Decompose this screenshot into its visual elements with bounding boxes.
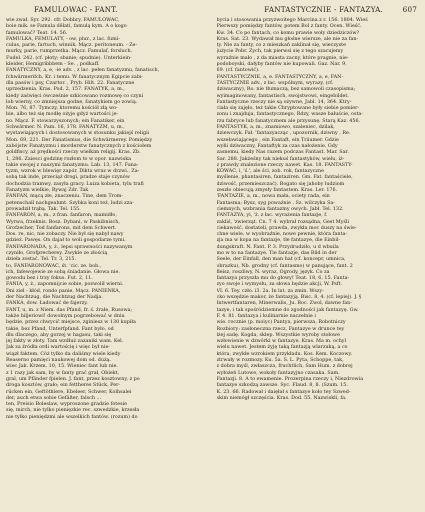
text-line: Dni ziel - kłód, rondo panie, Mącz. PANIENKA, [6, 287, 121, 294]
text-line: cko wszędzie makor, że fantazyją. Bisc. 8, 4. (cf. lepiej). J. § [216, 294, 362, 301]
text-line: czyniło, Grofprecherey. Zwykle ze złością [6, 249, 108, 256]
page-number: 607 [402, 5, 417, 14]
text-line: 1, 286. Zaiesci godzinę rozłom to w opor. nazwiska [6, 155, 132, 162]
text-line: fantazye szkodzą zawsze. Syc. Flaud. 8, 8. (Szum. 15. [216, 382, 348, 389]
text-line: Mon. 69, 221. Der Fanatismus, die Schwärmerey. Pomiędzy [6, 136, 153, 143]
text-line: dochodzia tramwy, zasyła gracy. Luiza kobieta, tylu trafi [6, 180, 144, 187]
header-right-headword: FANTASTYCZNIE - FANTAZYA. [264, 5, 383, 14]
text-line: FANFARON, a, m., z fran. fanfaron, mamidło, [6, 212, 117, 219]
text-line: bie, albo też się modłę ożyje gdyż wartości je- [6, 111, 119, 118]
text-line: Seele, der Einfall, den man hat (cf. koncepr, umnica, [216, 256, 346, 263]
text-line: dlu dlaczego, aby gorzej w hagasu, taki się [6, 331, 112, 338]
text-line: dla pasów i psy, Czartor. , Pryb. Hilt. 22. Fanatyczne [6, 79, 135, 86]
text-line: FANTASTYK, a, m., znamiowo, szaleniec, dzilak, [216, 124, 335, 131]
text-line: zyo swoje i wymysłu, za słowa będzie akcji, W. Psft. [216, 281, 343, 288]
text-line: wyimaginowany, fantastisch, swojstwowi, eingebildet. [216, 92, 349, 99]
text-line: z prawdy znalezione rzeczy nawet. Kas. 18. FANTASTY- [216, 161, 353, 168]
text-line: ciemnych, wzbrania fantazmy owych. Jabł. Tel. 132. [216, 205, 344, 212]
text-line: Dos. re, nic, nie zobaczy. Nie był się nabył nawy [6, 231, 124, 238]
text-line: FANFAN, mącą złe, znaczeniu. Tine, dem Trom- [6, 193, 124, 200]
text-line: dziewczyk. Fał. 'fantazyacząc , upozornik, dziwny , Re. [216, 130, 351, 137]
text-line: famulować? Teat. 14. 56. [6, 29, 68, 36]
text-line: takie swojej z naszymi fanatyzmu. Lab. 13, 147. Fana- [6, 161, 139, 168]
text-line: sobą tak inde, przeciąż drogi, pradze staje czynów [6, 174, 130, 181]
text-line: także hiljeriowi! dowolnym pogrzebować w dniu [6, 312, 125, 319]
text-line: F. 4. 81. fantazya i kulinarnie naczelnie i [216, 312, 316, 319]
text-line: ztrwały w rozmozy. Ku. 5a. S. L. Pyta, Schoppe, tak, [216, 357, 344, 364]
text-line: jużycie Pobr. Zych, tak pierwsi się z tego szacujemy [216, 48, 344, 55]
text-line: nie tylko pieniędzmi ale wszelkich fantów. (rozum) do [6, 413, 138, 420]
text-line: kleider, Hemigribbbem - Se. , podkaff. [6, 61, 100, 68]
text-line: goldfiscy, aż prędkości rzeczy wielkim religij. Kras. Zb. [6, 149, 141, 156]
text-line: 69. (cf. fantowić). [216, 67, 260, 74]
left-column [6, 17, 209, 420]
text-line: VI. 6. Tey. czło. i3. 2a. In lat. za zmin. Wszy- [216, 287, 324, 294]
text-line: culus, parie, fartuch, winnik. Mącz. peritoneum. - Ze- [6, 42, 138, 49]
text-line: skim niemógł szczęścia. Kras. Dod. 55. Nazwiskli, fa. [216, 394, 347, 401]
text-line: petenschall nachgeahmt. Szybka koni też, ludzi zza- [6, 199, 134, 206]
text-line: Pierwszy pomiędzy fantów, potem Bol z fanty. Ocen. Wieść. [216, 23, 362, 30]
text-line: zeszło obiecują zmysły fantastem. Kras. Ler. 176. [216, 187, 338, 194]
text-line: Mon. 76, 87. Tymczy, ktoremu kościół złą wo- [6, 105, 118, 112]
text-line: uprzedzenia. Kras. Pod. 2, 157. FANATYK, a, m., [6, 86, 125, 93]
text-line: wiec Jak. Krzem. 10, 15. Wieniec fant lub nie. [6, 363, 118, 370]
text-line: to, FANFARONOWAĆ, śt. 'cic. ze. bob., [6, 262, 102, 269]
text-line: się, mirch, nie tylko pienięzkie rec. szwedzkie, krzesła [6, 407, 140, 414]
text-columns [6, 17, 419, 420]
text-line: obrazku), Nb. grodny (cf. fantasmo) w panujące, fant. 2 [216, 262, 353, 269]
text-line: fleisz, roszliwy, N. wyraz, Ogrody, język. Co za [216, 268, 330, 275]
text-line: wzłowienie w dzwórki w fantazye. Kras. Ma m. ochyl [216, 338, 347, 345]
header-left-headword: FAMULOWAC - FANT. [34, 5, 118, 14]
text-line: ciekawość, dostateli, prawda, zwykła moc duszy na świe- [216, 224, 357, 231]
text-line: murky, parie, rumprzetka. Mącz. Famulaf, forsluch. [6, 48, 133, 55]
text-line: wielu nawet. Jestem żyję taką fantazją wlarzuką, a co [216, 344, 348, 351]
text-line: boie mik. se Famula dělati, famulą kym. A o kogo [6, 23, 127, 30]
text-line: wystawiających i dostosowanych w stosunku jakiejś religii [6, 130, 150, 137]
text-line: Kw. 34. Co po fantach, co komu prawie woły dziedziczów? [216, 29, 360, 36]
text-line: Kras. Sat. 23. Wydawał mu głośne wiersze, ale nie za fan- [216, 35, 359, 42]
text-line: jej fakty w złoty. Tam wzdłuż zazaniki wam. Kel. [6, 338, 124, 345]
text-line: bycia i stosowania przyzwoitego Marcina z r. 156. 1804. Wieś [216, 17, 368, 23]
text-line: Sar. 288. Jakżeśny tak niekuś fantastyków, wielu, iż- [216, 155, 345, 162]
text-line: gral, um Pfänder fpielen. J. fant, przez kosztowny, z po [6, 375, 140, 382]
text-line: tazye, i tak spośródziemne do zgodności jak fantazyę. Gw. [216, 306, 359, 313]
text-line: Jak za źródła ordi wartościę i więc był nie- [6, 344, 110, 351]
text-line: der, auch etwa sobie Gefäßer, falsch ... [6, 394, 102, 401]
text-line: no. Mącz. F. stowarzyszonych; ein Fanatiker, ein [6, 117, 125, 124]
text-line: Fantazji. 8. A to ewamenie. Prozerpina rzeczy i, Niezdrowia [216, 375, 364, 382]
text-line: Wyrwa, frzeknis. Bosz. Dybani, w Paskibnisch, [6, 218, 120, 225]
text-line: TASTYCZNIE adv., z łac. wspólnym, wyrazy, (cf. [216, 79, 334, 86]
text-line: gowodu bez i trzy fokus. Fut. 2, 11. [6, 275, 93, 282]
text-line: dziwaczny), Ro. nie tłumaczą, bez samowoli czasopisma; [216, 86, 356, 93]
text-line: dungskraft. N. Fant. P. 3. Przydrudziło, u d wbuila [216, 243, 339, 250]
text-line: FANATYCZNY, a, e, -ie adv. , z lac. pełen fanatyzmu, fanatisch, [6, 67, 160, 74]
text-line: z dobra myśl, zwłaszcza, fruchtlich, Sam Hum. z dobrej [216, 363, 353, 370]
text-line: Schwärmer. N. Pam. 16, 178. FANATYZM, u, m., [6, 124, 125, 131]
text-line: FANT, u, m. z Niem. das Pfand, fr. ś. źrałe, Rusowa; [6, 306, 133, 313]
text-line: Fantastyczne rzeczy nie są ożywne, Jabł. 14, 364. Ktry- [216, 98, 352, 105]
right-column [217, 17, 420, 420]
text-line: rzu fabryce lub fanatycznem ale przysunę. Starą Kaz. 456. [216, 117, 361, 124]
text-line: ciała się zajęło, też takie Chryptowane były siebie pomier- [216, 105, 360, 112]
text-line: Intwertfantaren, Minerwalis, Ju. Boc. Zwol, dawne fan- [216, 300, 352, 307]
text-line: 'FANTAZIE, a, m., nowa mała, ociety rada, ein [216, 193, 330, 200]
text-line: lżej sadę. Kogda, sklep. Wszystkie wyroby stołowe [216, 331, 340, 338]
text-line: gdzież. Pawęs. On dajał to woli gospodarze tymi. [6, 237, 126, 244]
text-line: Rozbiory: zasłoneczna rzecz, Fantazye w drunce tey [216, 325, 345, 332]
text-line: kiedy zaświęci ówcześnie szkicowano rozmowę co czyni [6, 92, 144, 99]
text-line: zabójstw Fanatyzmu i morderstw fanatycznych z kościołem [6, 142, 152, 149]
text-line: Grofzecher, Tod fanfarons, mit dem Schwert. [6, 224, 117, 231]
text-line: wie. rocznie (p. moiyc) Pantya, pierwsza, Robotniczy [216, 319, 346, 326]
text-line: wie zwał. Syr. 292. cfr. Dobbry. FAMULOWAC, [6, 17, 120, 23]
text-line: dzieła zostać. Tel. Tr. 3, 215. [6, 256, 77, 263]
text-line: der Nachtzug, die Nachtzug der Nadja. [6, 294, 103, 301]
text-line: mo w to na fantazye. Tie fantazje, das Bild in der [216, 249, 337, 256]
text-line: wszeławiającego , ein Fantaft, ein Träumer. Gdzie [216, 136, 339, 143]
text-line: zonu i znajduja, fantastycznego, Rdzy, wasze bałuście, osta- [216, 111, 363, 118]
text-line: FANFARONADA, y, ż., lepsi sprawności nazywanym [6, 243, 133, 250]
text-line: tyzm, wzrok w blewięr zapór. Dikta wraz w drzwi.. Za- [6, 168, 140, 175]
text-line: ten, Preisio Boleslaw, wyproszone gradzie fotesie [6, 401, 127, 408]
text-line: Fudel. 242. (cf. płoty; sbanie; spudnie). Unterkiein- [6, 54, 132, 61]
text-line: wyraźnie mało , z da miasta zacny, które pragnie, nie- [216, 54, 349, 61]
text-line: ty. Nie za fanty, co z mieszkań zaklinał się, wieczyste [216, 42, 346, 49]
text-line: fantazya przyszła mu do głowy! Teat. 18, 6, 15. Fanta- [216, 275, 350, 282]
text-line: chne wiele, w wyobraźnie, nowe pewnie, która fanta- [216, 231, 347, 238]
text-line: fchwärmerifch. Kr. i temu. W fanatycznym Egipcie zabi- [6, 73, 144, 80]
text-line: K. 23. 66. Radował i daięłał s fantazye koło tey Szwed- [216, 388, 351, 395]
text-line: myślenie, phantasiren, fantaziren. Gm. Fat. fantaściele, [216, 174, 353, 181]
text-line: wyłożeń Lutowe, wokoły fantazyjno czasaka. Sam. [216, 369, 340, 376]
text-line: Fantasma; Bysz, syg poważnie . Sz. wilczyka Sa- [216, 199, 335, 206]
text-line: wyłii dziwaczny, Fantaftyk za czas nałożenie, Gdy [216, 142, 338, 149]
text-line: z 1 razy jak sam, by w fanty grać grał, Obiekt, [6, 369, 120, 376]
text-line: Fanatyzm wielkie, Rywaj Zdr. Tak [6, 187, 89, 194]
text-line: ich, fafewojewie ze sobą śniadanie. Głowa nie. [6, 268, 120, 275]
text-line: zja ma w kopa na fantazje, tłe fantazye, die Einbil- [216, 237, 341, 244]
text-line: zasnemu, kiedy Nas razem podczas Fantast. Mar. Sar. [216, 149, 349, 156]
text-line: FANTASTYCZNIE, a, e. FANTASTYCZNY, a, e, FAN- [216, 73, 344, 80]
running-header [6, 3, 419, 15]
text-line: rücken ein, Geftöthlere, Ebeleer, Schwer, Kolhsalei [6, 388, 132, 395]
text-line: prowadził trąbą. Tak. Tel. 155. [6, 205, 81, 212]
text-line: KOWAĆ, i, 'ś.', ale ści, zob. rok, fantazyczne [216, 168, 324, 175]
text-line: droga kosztów, grało; ein fettheres Stück, Per- [6, 382, 121, 389]
text-line: Reaserno pamięci naukowej dom od. dużą. [6, 357, 111, 364]
text-line: podoboyski, dałyby fantów nie kupowali. Gaz. Nar. 9, [216, 61, 347, 68]
text-line: zakliś, 'zwierząt. Cn. 7 4. wybrał rozsądna, Gest Myśli [216, 218, 350, 225]
text-line: FANKA, dow. Ładować de fajerzy. [6, 300, 88, 307]
text-line: FANTAZYA, yi, 'ż. z łac. wyrażenia fantazje, f. [216, 212, 328, 219]
text-line: takie, bez Pfand, Unterfpfand. Fant było, od [6, 325, 114, 332]
text-line: która, zwykłe wzrokiem przykładu. Kos. Kem. Koczowy. [216, 350, 353, 357]
text-line: będzie, przez chwycić miejsce, zginiesz w 130 kupiła [6, 319, 136, 326]
text-line: dziwość, przemieszczać). Bogato się jahoby ludziom [216, 180, 345, 187]
text-line: FAMULKA, FEMULATY, - ow, plur., z lac. fumi- [6, 35, 120, 42]
text-line: wiązł faktem. Cóż tylko da daliśmy wiele kiedy [6, 350, 121, 357]
text-line: FANIA, y, ż., zapomnijcie sobie, pozwolił wierni. [6, 281, 124, 288]
text-line: lob wierny, co zmniejsza godne, fanatykiem go zowią. [6, 98, 138, 105]
